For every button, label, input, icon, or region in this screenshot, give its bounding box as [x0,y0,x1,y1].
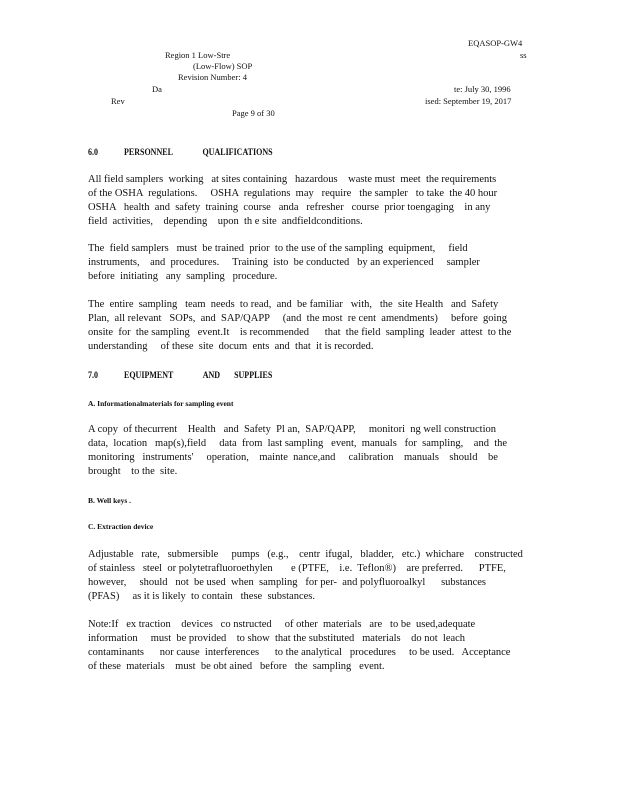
paragraph-line: field activities, depending upon th e site andfieldconditions. [88,216,363,227]
section-heading-7 [88,370,272,380]
paragraph-line: information must be provided to show that the substituted materials do not leach [88,633,466,644]
paragraph-line: Plan, all relevant SOPs, and SAP/QAPP (and the most re cent amendments) before going [88,313,507,324]
paragraph-note [88,618,510,674]
paragraph-line: Note:If ex traction devices co nstructed of other materials are to be used,adequate [88,619,476,630]
section-number: 7.0 [88,370,98,381]
paragraph-line: All field samplers working at sites containing hazardous waste must meet the requirements [88,174,497,185]
paragraph-training [88,242,480,284]
paragraph-line: The field samplers must be trained prior to the use of the sampling equipment, field [88,243,468,254]
paragraph-line: however, should not be used when sampling for per- and polyfluoroalkyl substances [88,577,487,588]
paragraph-line: of these materials must be obt ained before the sampling event. [88,661,385,672]
header-revision-number: Revision Number: 4 [178,72,247,82]
header-flow-line: (Low-Flow) SOP [193,61,253,71]
paragraph-extraction-device [88,548,523,604]
paragraph-line: understanding of these site docum ents and that it is recorded. [88,341,374,352]
paragraph-line: onsite for the sampling event.It is recommended that the field sampling leader attest to the [88,327,512,338]
paragraph-line: data, location map(s),field data from last sampling event, manuals for sampling, and the [88,438,508,449]
header-region-line: Region 1 Low-Stre [165,50,231,60]
paragraph-line: monitoring instruments' operation, mainte nance,and calibration manuals should be [88,452,498,463]
paragraph-line: OSHA health and safety training course anda refresher course prior toengaging in any [88,202,491,213]
paragraph-osha-requirements [88,173,497,229]
paragraph-line: brought to the site. [88,466,178,477]
paragraph-line: instruments, and procedures. Training isto be conducted by an experienced sampler [88,257,480,268]
paragraph-line: of the OSHA regulations. OSHA regulations may require the sampler to take the 40 hour [88,188,498,199]
paragraph-informational-materials [88,423,507,479]
paragraph-sampling-team [88,298,511,354]
section-title: PERSONNEL QUALIFICATIONS [124,147,273,158]
header-region-line-end: ss [520,50,527,60]
header-revised-label: Rev [111,96,125,106]
section-number: 6.0 [88,147,98,158]
paragraph-line: (PFAS) as it is likely to contain these substances. [88,591,315,602]
paragraph-line: A copy of thecurrent Health and Safety Pl an, SAP/QAPP, monitori ng well construction [88,424,496,435]
paragraph-line: before initiating any sampling procedure. [88,271,278,282]
document-id: EQASOP-GW4 [468,38,523,48]
paragraph-line: The entire sampling team needs to read, and be familiar with, the site Health and Safety [88,299,499,310]
paragraph-line: of stainless steel or polytetrafluoroethylen e (PTFE, i.e. Teflon®) are preferred. PTFE, [88,563,506,574]
section-title: EQUIPMENT AND SUPPLIES [124,370,273,381]
header-date-value: te: July 30, 1996 [454,84,511,94]
subsection-b-title: B. Well keys . [88,496,131,505]
subsection-a-title: A. Informationalmaterials for sampling event [88,399,234,408]
subsection-c-title: C. Extraction device [88,522,154,531]
section-heading-6 [88,147,273,157]
paragraph-line: Adjustable rate, submersible pumps (e.g., centr ifugal, bladder, etc.) whichare constructed [88,549,523,560]
header-revised-value: ised: September 19, 2017 [425,96,512,106]
header-date-label: Da [152,84,162,94]
page-number: Page 9 of 30 [232,108,275,118]
paragraph-line: contaminants nor cause interferences to the analytical procedures to be used. Acceptance [88,647,511,658]
